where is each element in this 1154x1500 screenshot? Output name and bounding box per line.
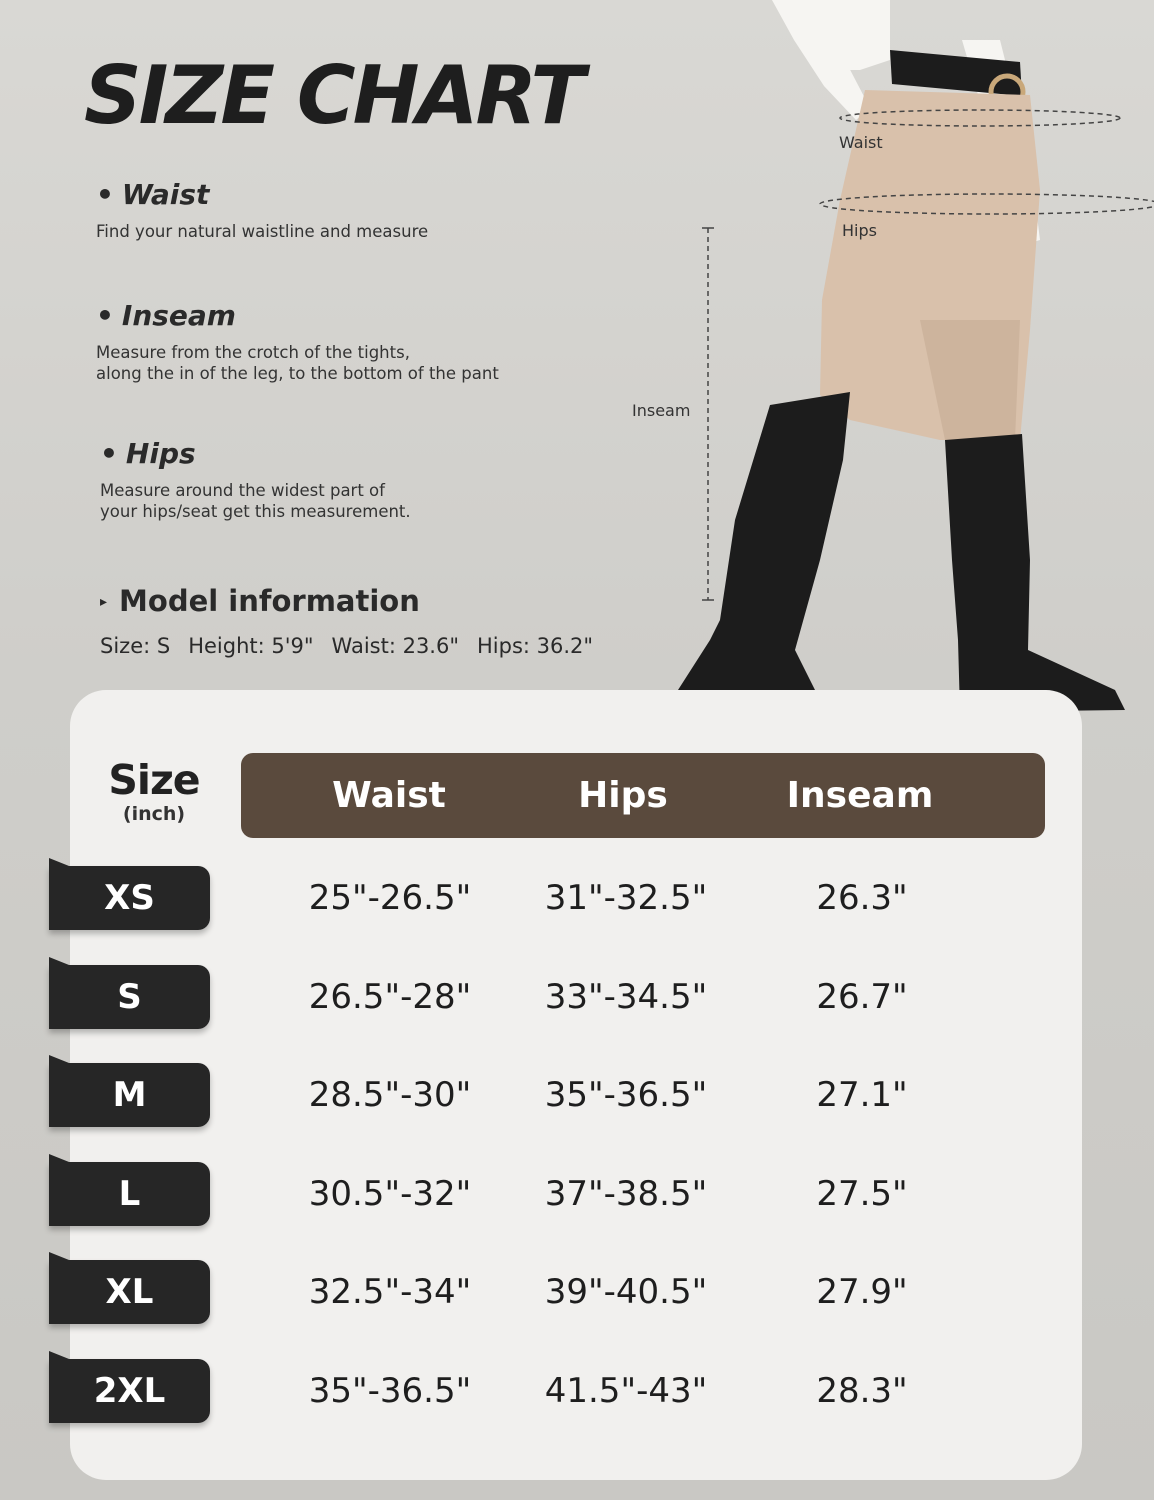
waist-value: 32.5"-34" bbox=[308, 1272, 472, 1312]
hips-figure-label: Hips bbox=[842, 221, 877, 240]
model-size: Size: S bbox=[100, 634, 171, 658]
table-row bbox=[0, 1252, 1154, 1322]
bullet-icon: • bbox=[100, 437, 118, 470]
inseam-figure-label: Inseam bbox=[632, 401, 691, 420]
guide-waist bbox=[96, 180, 428, 242]
hips-value: 33"-34.5" bbox=[544, 977, 708, 1017]
triangle-marker-icon: ▸ bbox=[100, 594, 108, 610]
guide-hips bbox=[100, 439, 411, 522]
size-header-unit: (inch) bbox=[122, 803, 186, 825]
waist-value: 26.5"-28" bbox=[308, 977, 472, 1017]
waist-figure-label: Waist bbox=[839, 133, 883, 152]
size-tag: S bbox=[49, 965, 210, 1029]
bullet-icon: • bbox=[96, 299, 114, 332]
size-column-header bbox=[106, 756, 202, 825]
waist-value: 35"-36.5" bbox=[308, 1371, 472, 1411]
table-row bbox=[0, 957, 1154, 1027]
hips-value: 31"-32.5" bbox=[544, 878, 708, 918]
table-row bbox=[0, 1154, 1154, 1224]
waist-value: 28.5"-30" bbox=[308, 1075, 472, 1115]
guide-inseam bbox=[96, 301, 499, 384]
guide-description: Measure from the crotch of the tights, along the in of the leg, to the bottom of the pant bbox=[96, 342, 499, 383]
waist-value: 25"-26.5" bbox=[308, 878, 472, 918]
bullet-icon: • bbox=[96, 178, 114, 211]
size-tag: 2XL bbox=[49, 1359, 210, 1423]
model-waist: Waist: 23.6" bbox=[331, 634, 459, 658]
table-header-bar bbox=[241, 753, 1045, 838]
model-hips: Hips: 36.2" bbox=[477, 634, 594, 658]
inseam-value: 27.1" bbox=[816, 1075, 908, 1115]
inseam-value: 27.5" bbox=[816, 1174, 908, 1214]
guide-title: Hips bbox=[125, 437, 196, 470]
hips-value: 41.5"-43" bbox=[544, 1371, 708, 1411]
guide-title: Waist bbox=[121, 178, 210, 211]
size-tag: M bbox=[49, 1063, 210, 1127]
inseam-value: 27.9" bbox=[816, 1272, 908, 1312]
right-boot-shape bbox=[945, 434, 1125, 712]
size-tag: XL bbox=[49, 1260, 210, 1324]
header-waist: Waist bbox=[332, 775, 446, 816]
inseam-value: 26.7" bbox=[816, 977, 908, 1017]
guide-description: Find your natural waistline and measure bbox=[96, 221, 429, 241]
size-tag: L bbox=[49, 1162, 210, 1226]
model-title: Model information bbox=[119, 584, 420, 618]
table-row bbox=[0, 1351, 1154, 1421]
model-illustration bbox=[560, 0, 1154, 760]
size-tag: XS bbox=[49, 866, 210, 930]
hips-value: 37"-38.5" bbox=[544, 1174, 708, 1214]
inseam-value: 26.3" bbox=[816, 878, 908, 918]
table-row bbox=[0, 858, 1154, 928]
page-title: SIZE CHART bbox=[84, 49, 583, 142]
hips-value: 35"-36.5" bbox=[544, 1075, 708, 1115]
header-inseam: Inseam bbox=[786, 775, 934, 816]
model-information bbox=[100, 584, 611, 658]
hips-value: 39"-40.5" bbox=[544, 1272, 708, 1312]
model-height: Height: 5'9" bbox=[188, 634, 314, 658]
model-stats bbox=[100, 634, 611, 658]
guide-title: Inseam bbox=[121, 299, 236, 332]
guide-description: Measure around the widest part of your hips/seat get this measurement. bbox=[100, 480, 411, 521]
size-header-title: Size bbox=[108, 756, 200, 804]
left-boot-shape bbox=[678, 392, 850, 735]
table-row bbox=[0, 1055, 1154, 1125]
inseam-value: 28.3" bbox=[816, 1371, 908, 1411]
header-hips: Hips bbox=[578, 775, 668, 816]
waist-value: 30.5"-32" bbox=[308, 1174, 472, 1214]
